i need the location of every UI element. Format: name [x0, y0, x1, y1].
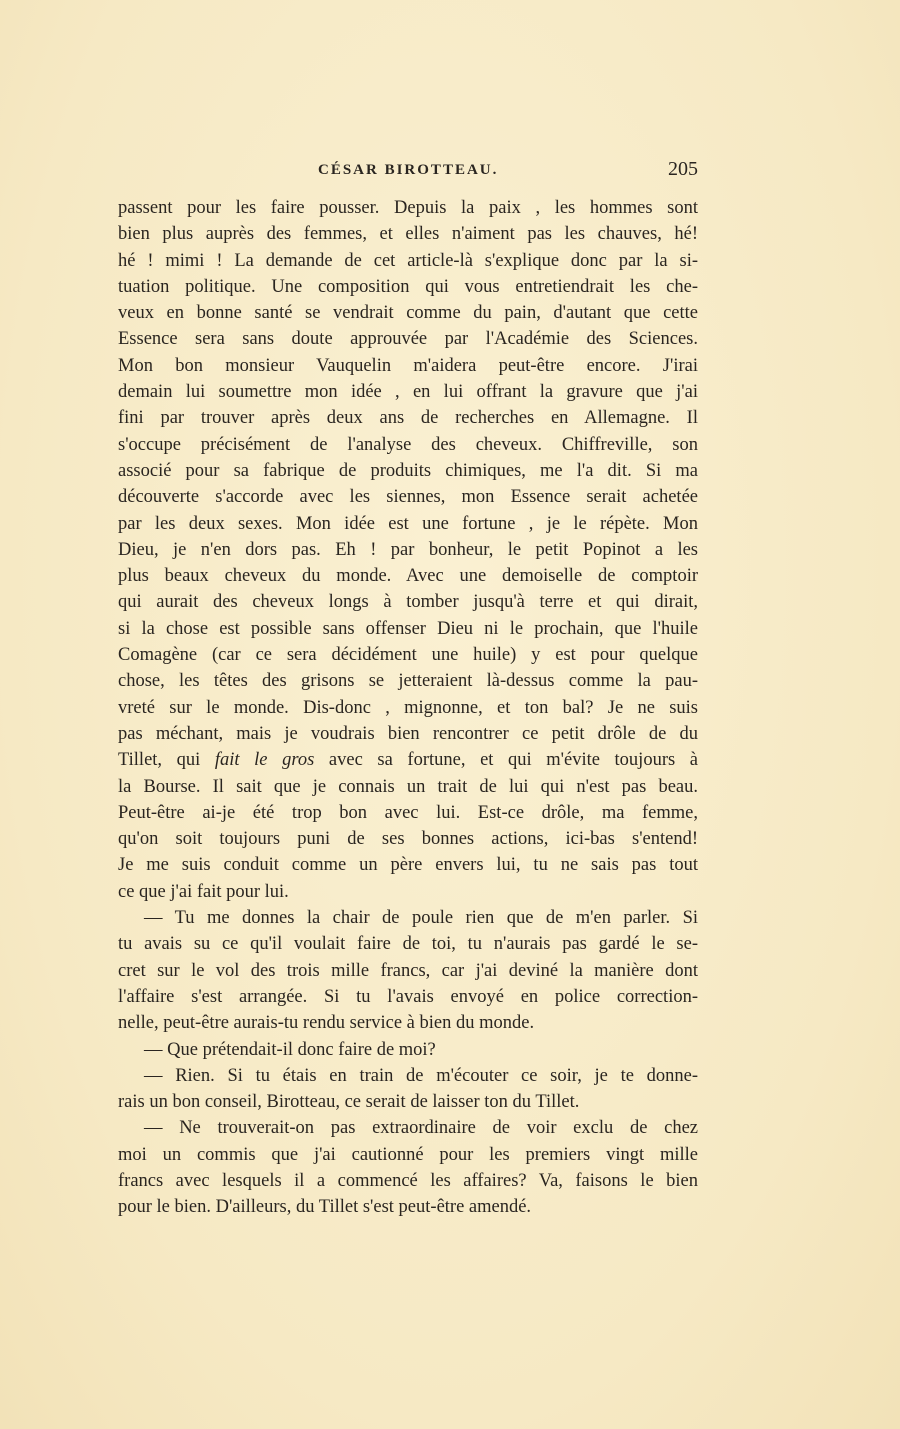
- text-line: demain lui soumettre mon idée , en lui offrant la gravure que j'ai: [118, 382, 698, 403]
- text-line: Peut-être ai-je été trop bon avec lui. Est-ce drôle, ma femme,: [118, 802, 698, 823]
- page-header: [118, 160, 698, 186]
- text-line: pour le bien. D'ailleurs, du Tillet s'est peut-être amendé.: [118, 1197, 532, 1218]
- text-line: — Tu me donnes la chair de poule rien que de m'en parler. Si: [144, 908, 698, 929]
- text-segment: Tillet, qui: [118, 750, 215, 771]
- text-line: passent pour les faire pousser. Depuis la paix , les hommes sont: [118, 198, 698, 218]
- text-line: associé pour sa fabrique de produits chimiques, me l'a dit. Si ma: [118, 460, 698, 481]
- text-line: Essence sera sans doute approuvée par l'Académie des Sciences.: [118, 329, 698, 350]
- text-line: — Rien. Si tu étais en train de m'écouter ce soir, je te donne-: [144, 1065, 698, 1086]
- text-line: l'affaire s'est arrangée. Si tu l'avais envoyé en police correction-: [118, 986, 698, 1007]
- text-line: Je me suis conduit comme un père envers lui, tu ne sais pas tout: [118, 855, 698, 876]
- italic-phrase: fait le gros: [214, 750, 315, 771]
- text-line: Dieu, je n'en dors pas. Eh ! par bonheur, le petit Popinot a les: [118, 539, 698, 560]
- text-line: plus beaux cheveux du monde. Avec une demoiselle de comptoir: [118, 566, 698, 587]
- text-line: rais un bon conseil, Birotteau, ce serait de laisser ton du Tillet.: [118, 1092, 580, 1113]
- text-line: hé ! mimi ! La demande de cet article-là s'explique donc par la si-: [118, 250, 698, 271]
- text-line: bien plus auprès des femmes, et elles n'aiment pas les chauves, hé!: [118, 224, 698, 245]
- running-title: CÉSAR BIROTTEAU.: [318, 162, 499, 178]
- text-line: tu avais su ce qu'il voulait faire de toi, tu n'aurais pas gardé le se-: [118, 934, 698, 955]
- text-line: tuation politique. Une composition qui vous entretiendrait les che-: [118, 276, 698, 297]
- text-line: ce que j'ai fait pour lui.: [118, 881, 289, 902]
- text-segment: avec sa fortune, et qui m'évite toujours à: [314, 750, 698, 771]
- text-line: pas méchant, mais je voudrais bien rencontrer ce petit drôle de du: [118, 723, 698, 744]
- text-line: chose, les têtes des grisons se jetteraient là-dessus comme la pau-: [118, 671, 698, 692]
- text-line: fini par trouver après deux ans de recherches en Allemagne. Il: [118, 408, 698, 429]
- text-line: s'occupe précisément de l'analyse des cheveux. Chiffreville, son: [118, 434, 698, 455]
- text-line: — Ne trouverait-on pas extraordinaire de voir exclu de chez: [144, 1118, 698, 1139]
- text-line: vreté sur le monde. Dis-donc , mignonne, et ton bal? Je ne suis: [118, 697, 698, 718]
- text-line: par les deux sexes. Mon idée est une fortune , je le répète. Mon: [118, 513, 698, 534]
- text-line: cret sur le vol des trois mille francs, car j'ai deviné la manière dont: [118, 960, 698, 981]
- page-number: 205: [668, 158, 698, 180]
- text-line: Mon bon monsieur Vauquelin m'aidera peut-être encore. J'irai: [118, 355, 698, 376]
- text-line: — Que prétendait-il donc faire de moi?: [144, 1039, 436, 1060]
- text-line: la Bourse. Il sait que je connais un trait de lui qui n'est pas beau.: [118, 776, 698, 797]
- text-line: francs avec lesquels il a commencé les affaires? Va, faisons le bien: [118, 1170, 698, 1191]
- text-line: qu'on soit toujours puni de ses bonnes actions, ici-bas s'entend!: [118, 829, 698, 850]
- text-line: veux en bonne santé se vendrait comme du pain, d'autant que cette: [118, 303, 698, 324]
- text-line: si la chose est possible sans offenser Dieu ni le prochain, que l'huile: [118, 618, 698, 639]
- text-line: moi un commis que j'ai cautionné pour les premiers vingt mille: [118, 1144, 698, 1165]
- text-line: nelle, peut-être aurais-tu rendu service à bien du monde.: [118, 1013, 535, 1034]
- text-line: découverte s'accorde avec les siennes, mon Essence serait achetée: [118, 487, 698, 508]
- text-line: Comagène (car ce sera décidément une huile) y est pour quelque: [118, 645, 698, 666]
- text-line: qui aurait des cheveux longs à tomber jusqu'à terre et qui dirait,: [118, 592, 698, 613]
- body-text: [118, 195, 698, 1221]
- text-line: [118, 747, 698, 773]
